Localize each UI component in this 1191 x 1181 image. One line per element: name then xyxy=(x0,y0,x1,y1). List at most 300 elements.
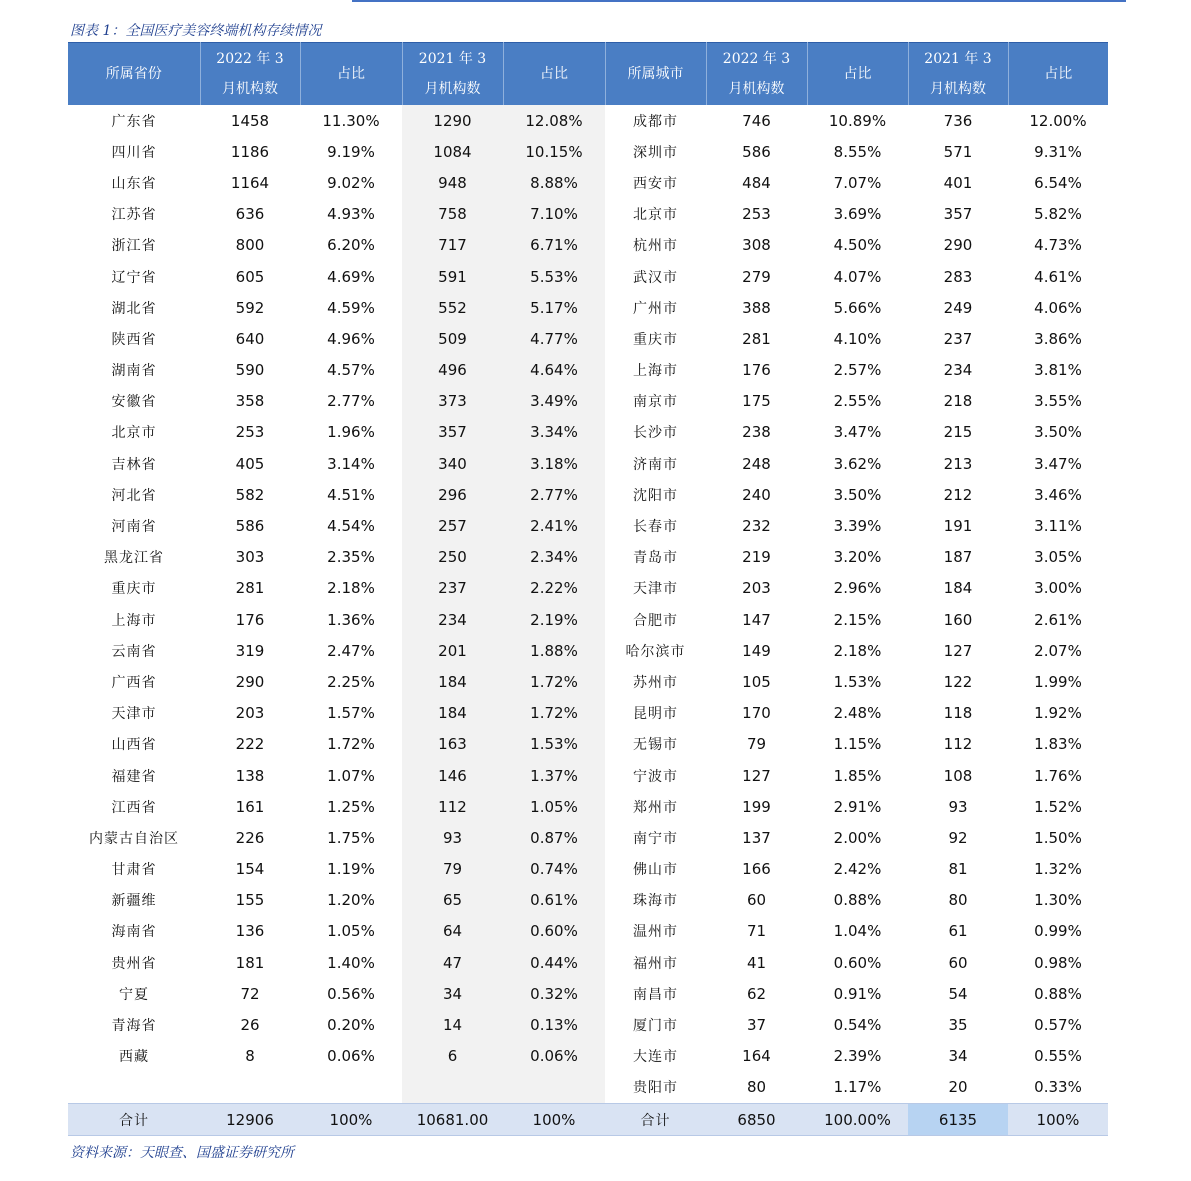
header-province-2022-share: 占比 xyxy=(300,43,402,106)
table-cell: 2.39% xyxy=(833,1047,882,1066)
table-row xyxy=(68,791,1108,822)
table-cell: 武汉市 xyxy=(633,269,678,286)
table-cell: 1.75% xyxy=(327,828,375,847)
table-cell: 1.04% xyxy=(833,922,882,941)
table-cell: 2.18% xyxy=(833,641,882,660)
table-cell: 340 xyxy=(402,448,503,479)
table-cell: 2.18% xyxy=(327,579,375,598)
table-cell: 0.20% xyxy=(327,1016,375,1035)
table-cell: 2.96% xyxy=(833,579,882,598)
table-cell: 1.37% xyxy=(503,760,605,791)
table-cell: 四川省 xyxy=(111,144,157,161)
table-cell: 0.33% xyxy=(1034,1078,1082,1097)
table-cell: 1.57% xyxy=(327,704,375,723)
table-cell: 1084 xyxy=(402,136,503,167)
table-cell: 176 xyxy=(235,610,265,629)
table-row xyxy=(68,760,1108,791)
table-cell: 1.05% xyxy=(327,922,375,941)
table-cell: 2.77% xyxy=(503,479,605,510)
table-cell: 948 xyxy=(402,167,503,198)
table-cell: 长沙市 xyxy=(633,425,678,442)
table-cell: 上海市 xyxy=(633,363,678,380)
table-row xyxy=(68,261,1108,292)
table-cell: 582 xyxy=(235,485,265,504)
table-cell: 176 xyxy=(742,361,771,380)
table-cell: 65 xyxy=(402,885,503,916)
table-cell: 184 xyxy=(402,698,503,729)
table-cell: 37 xyxy=(746,1016,767,1035)
table-row xyxy=(68,573,1108,604)
table-cell: 郑州市 xyxy=(633,799,678,816)
table-cell: 605 xyxy=(235,267,265,286)
table-cell: 0.06% xyxy=(503,1041,605,1072)
table-cell: 3.20% xyxy=(833,548,882,567)
table-cell: 234 xyxy=(943,361,973,380)
table-cell: 226 xyxy=(235,828,265,847)
table-cell: 5.66% xyxy=(833,298,882,317)
table-cell: 2.19% xyxy=(503,604,605,635)
table-cell: 3.86% xyxy=(1034,329,1082,348)
table-cell: 1.72% xyxy=(503,666,605,697)
table-row xyxy=(68,729,1108,760)
table-cell: 215 xyxy=(943,423,973,442)
table-cell: 北京市 xyxy=(633,207,678,224)
table-cell: 江苏省 xyxy=(111,207,157,224)
table-cell: 成都市 xyxy=(633,113,678,130)
table-cell: 3.00% xyxy=(1034,579,1082,598)
table-cell: 250 xyxy=(402,542,503,573)
table-cell: 南宁市 xyxy=(633,830,678,847)
table-row xyxy=(68,698,1108,729)
table-cell: 8.55% xyxy=(833,142,882,161)
table-cell: 4.06% xyxy=(1034,298,1082,317)
table-cell: 3.55% xyxy=(1034,392,1082,411)
header-province-2021: 2021 年 3 月机构数 xyxy=(402,43,503,106)
table-cell: 安徽省 xyxy=(111,394,157,411)
table-cell: 1.53% xyxy=(833,672,882,691)
table-cell: 8.88% xyxy=(503,167,605,198)
table-cell: 222 xyxy=(235,735,265,754)
table-header xyxy=(68,43,1108,106)
table-cell: 0.88% xyxy=(1034,984,1082,1003)
table-cell: 0.98% xyxy=(1034,953,1082,972)
table-row xyxy=(68,448,1108,479)
table-cell: 福州市 xyxy=(633,955,678,972)
table-cell: 80 xyxy=(948,891,968,910)
table-row xyxy=(68,822,1108,853)
table-cell: 160 xyxy=(943,610,973,629)
table-cell: 283 xyxy=(943,267,973,286)
table-cell: 1.19% xyxy=(327,860,375,879)
table-row xyxy=(68,199,1108,230)
table-cell: 0.60% xyxy=(503,916,605,947)
table-cell: 广西省 xyxy=(111,674,157,691)
table-cell: 1.72% xyxy=(327,735,375,754)
table-cell: 93 xyxy=(948,797,968,816)
table-row xyxy=(68,885,1108,916)
table-body xyxy=(68,105,1108,1136)
table-cell: 61 xyxy=(948,922,968,941)
table-cell: 0.06% xyxy=(327,1047,375,1066)
header-province-2022: 2022 年 3 月机构数 xyxy=(200,43,300,106)
table-cell xyxy=(68,1072,200,1104)
table-cell: 112 xyxy=(943,735,973,754)
table-cell: 江西省 xyxy=(111,799,157,816)
table-cell: 253 xyxy=(235,423,265,442)
table-cell: 1186 xyxy=(230,142,270,161)
table-cell: 广州市 xyxy=(633,300,678,317)
table-cell: 浙江省 xyxy=(111,238,157,255)
table-cell: 4.64% xyxy=(503,355,605,386)
table-cell: 0.60% xyxy=(833,953,882,972)
table-cell: 60 xyxy=(948,953,968,972)
table-cell: 496 xyxy=(402,355,503,386)
total-cell: 100% xyxy=(503,1104,605,1136)
table-cell: 154 xyxy=(235,860,265,879)
table-cell: 2.77% xyxy=(327,392,375,411)
table-cell: 4.77% xyxy=(503,323,605,354)
table-cell: 河北省 xyxy=(111,487,157,504)
table-cell: 571 xyxy=(943,142,973,161)
table-cell: 2.07% xyxy=(1034,641,1082,660)
table-cell: 0.32% xyxy=(503,978,605,1009)
table-cell: 湖北省 xyxy=(111,300,157,317)
table-cell: 0.91% xyxy=(833,984,882,1003)
table-cell: 191 xyxy=(943,517,973,536)
table-cell: 3.47% xyxy=(833,423,882,442)
table-cell: 深圳市 xyxy=(633,144,678,161)
table-cell: 35 xyxy=(948,1016,968,1035)
table-cell: 308 xyxy=(742,236,771,255)
table-cell: 0.57% xyxy=(1034,1016,1082,1035)
table-cell: 34 xyxy=(402,978,503,1009)
table-cell: 吉林省 xyxy=(111,456,157,473)
header-city-2022: 2022 年 3 月机构数 xyxy=(706,43,807,106)
table-cell: 303 xyxy=(235,548,265,567)
table-cell: 南昌市 xyxy=(633,986,678,1003)
table-cell: 7.07% xyxy=(833,173,882,192)
table-cell: 248 xyxy=(742,454,771,473)
table-cell: 西安市 xyxy=(633,175,678,192)
table-cell: 12.08% xyxy=(503,105,605,136)
table-cell: 357 xyxy=(402,417,503,448)
table-cell: 34 xyxy=(948,1047,968,1066)
table-cell: 213 xyxy=(943,454,973,473)
table-cell: 3.49% xyxy=(503,386,605,417)
table-cell: 1164 xyxy=(230,173,270,192)
table-cell: 2.41% xyxy=(503,510,605,541)
table-cell: 79 xyxy=(746,735,767,754)
table-cell: 2.55% xyxy=(833,392,882,411)
table-cell: 509 xyxy=(402,323,503,354)
table-cell: 重庆市 xyxy=(633,331,678,348)
table-cell: 1.15% xyxy=(833,735,882,754)
table-cell: 3.46% xyxy=(1034,485,1082,504)
table-cell: 3.50% xyxy=(833,485,882,504)
table-cell: 1.96% xyxy=(327,423,375,442)
table-row xyxy=(68,854,1108,885)
table-cell: 401 xyxy=(943,173,973,192)
table-cell: 4.54% xyxy=(327,517,375,536)
table-cell: 591 xyxy=(402,261,503,292)
table-row xyxy=(68,604,1108,635)
table-cell: 哈尔滨市 xyxy=(625,643,686,660)
table-cell: 7.10% xyxy=(503,199,605,230)
table-cell: 0.13% xyxy=(503,1009,605,1040)
table-cell: 1.40% xyxy=(327,953,375,972)
total-cell: 12906 xyxy=(200,1104,300,1136)
table-cell: 1.32% xyxy=(1034,860,1082,879)
table-cell: 3.62% xyxy=(833,454,882,473)
table-cell: 3.69% xyxy=(833,205,882,224)
table-cell: 0.56% xyxy=(327,984,375,1003)
table-cell: 3.39% xyxy=(833,517,882,536)
table-cell: 640 xyxy=(235,329,265,348)
table-row xyxy=(68,947,1108,978)
total-cell: 6850 xyxy=(706,1104,807,1136)
table-cell: 0.61% xyxy=(503,885,605,916)
table-cell: 5.82% xyxy=(1034,205,1082,224)
header-province: 所属省份 xyxy=(68,43,200,106)
table-cell: 373 xyxy=(402,386,503,417)
table-cell: 1.30% xyxy=(1034,891,1082,910)
table-cell: 2.57% xyxy=(833,361,882,380)
table-cell: 136 xyxy=(235,922,265,941)
table-cell: 1.53% xyxy=(503,729,605,760)
table-cell: 1.20% xyxy=(327,891,375,910)
table-cell: 1290 xyxy=(402,105,503,136)
table-cell: 1.17% xyxy=(833,1078,882,1097)
table-cell: 无锡市 xyxy=(633,737,678,754)
table-cell: 14 xyxy=(402,1009,503,1040)
total-cell: 合计 xyxy=(68,1104,200,1136)
table-cell: 1.25% xyxy=(327,797,375,816)
table-cell: 149 xyxy=(742,641,771,660)
table-cell: 281 xyxy=(235,579,265,598)
table-cell: 201 xyxy=(402,635,503,666)
table-row xyxy=(68,542,1108,573)
total-cell: 100% xyxy=(300,1104,402,1136)
table-cell: 122 xyxy=(943,672,973,691)
table-cell: 2.15% xyxy=(833,610,882,629)
table-cell: 昆明市 xyxy=(633,706,678,723)
table-cell: 3.05% xyxy=(1034,548,1082,567)
table-cell: 20 xyxy=(948,1078,968,1097)
table-cell: 62 xyxy=(746,984,767,1003)
table-cell: 天津市 xyxy=(111,706,157,723)
table-cell: 3.34% xyxy=(503,417,605,448)
table-cell: 海南省 xyxy=(111,924,157,941)
table-cell: 746 xyxy=(742,111,771,130)
table-cell: 237 xyxy=(943,329,973,348)
table-cell: 137 xyxy=(742,828,771,847)
table-cell: 5.53% xyxy=(503,261,605,292)
table-cell: 146 xyxy=(402,760,503,791)
table-cell: 2.22% xyxy=(503,573,605,604)
table-cell: 2.35% xyxy=(327,548,375,567)
table-cell: 贵阳市 xyxy=(633,1080,678,1097)
table-cell: 2.25% xyxy=(327,672,375,691)
table-cell: 南京市 xyxy=(633,394,678,411)
table-cell: 4.96% xyxy=(327,329,375,348)
institution-table xyxy=(68,42,1108,1136)
table-cell: 西藏 xyxy=(119,1049,149,1066)
table-cell: 青岛市 xyxy=(633,550,678,567)
table-cell: 257 xyxy=(402,510,503,541)
table-cell: 广东省 xyxy=(111,113,157,130)
table-row xyxy=(68,136,1108,167)
table-row xyxy=(68,1041,1108,1072)
table-cell: 127 xyxy=(943,641,973,660)
table-cell: 4.59% xyxy=(327,298,375,317)
table-cell xyxy=(402,1072,503,1104)
table-cell: 184 xyxy=(943,579,973,598)
table-cell: 9.31% xyxy=(1034,142,1082,161)
table-cell: 北京市 xyxy=(111,425,157,442)
table-cell: 41 xyxy=(746,953,767,972)
table-row xyxy=(68,105,1108,136)
table-cell: 8 xyxy=(245,1047,255,1066)
table-cell: 388 xyxy=(742,298,771,317)
table-cell: 0.87% xyxy=(503,822,605,853)
table-cell: 2.48% xyxy=(833,704,882,723)
table-cell: 800 xyxy=(235,236,265,255)
table-cell: 9.02% xyxy=(327,173,375,192)
table-cell: 281 xyxy=(742,329,771,348)
table-cell: 温州市 xyxy=(633,924,678,941)
table-cell: 592 xyxy=(235,298,265,317)
table-cell: 山东省 xyxy=(111,175,157,192)
table-cell: 6 xyxy=(402,1041,503,1072)
table-cell: 253 xyxy=(742,205,771,224)
table-cell: 147 xyxy=(742,610,771,629)
table-cell: 4.51% xyxy=(327,485,375,504)
table-row xyxy=(68,666,1108,697)
table-cell: 232 xyxy=(742,517,771,536)
table-cell: 4.50% xyxy=(833,236,882,255)
table-cell: 240 xyxy=(742,485,771,504)
table-row xyxy=(68,230,1108,261)
table-cell: 陕西省 xyxy=(111,331,157,348)
table-cell: 珠海市 xyxy=(633,893,678,910)
table-cell xyxy=(503,1072,605,1104)
table-row xyxy=(68,292,1108,323)
table-cell: 175 xyxy=(742,392,771,411)
table-cell: 沈阳市 xyxy=(633,487,678,504)
table-cell: 112 xyxy=(402,791,503,822)
table-cell: 12.00% xyxy=(1029,111,1087,130)
total-cell: 6135 xyxy=(908,1104,1008,1136)
table-cell: 5.17% xyxy=(503,292,605,323)
table-cell: 大连市 xyxy=(633,1049,678,1066)
table-cell: 1.88% xyxy=(503,635,605,666)
table-cell: 1.50% xyxy=(1034,828,1082,847)
table-cell: 71 xyxy=(746,922,767,941)
table-cell: 64 xyxy=(402,916,503,947)
table-cell: 203 xyxy=(235,704,265,723)
table-cell: 2.42% xyxy=(833,860,882,879)
table-cell: 3.81% xyxy=(1034,361,1082,380)
table-cell: 苏州市 xyxy=(633,674,678,691)
table-cell: 79 xyxy=(402,854,503,885)
table-cell: 杭州市 xyxy=(633,238,678,255)
header-province-2021-share: 占比 xyxy=(503,43,605,106)
table-row xyxy=(68,510,1108,541)
table-cell: 118 xyxy=(943,704,973,723)
table-cell: 279 xyxy=(742,267,771,286)
table-cell: 54 xyxy=(948,984,968,1003)
table-cell: 1458 xyxy=(230,111,270,130)
table-cell: 青海省 xyxy=(111,1018,157,1035)
table-cell: 河南省 xyxy=(111,519,157,536)
top-rule xyxy=(352,0,1126,2)
table-cell: 108 xyxy=(943,766,973,785)
table-cell: 2.47% xyxy=(327,641,375,660)
table-cell: 6.71% xyxy=(503,230,605,261)
table-cell: 甘肃省 xyxy=(111,862,157,879)
table-cell: 405 xyxy=(235,454,265,473)
total-cell: 100% xyxy=(1008,1104,1108,1136)
source-note: 资料来源：天眼查、国盛证券研究所 xyxy=(70,1145,294,1161)
table-cell: 212 xyxy=(943,485,973,504)
table-row xyxy=(68,1072,1108,1104)
table-cell: 0.44% xyxy=(503,947,605,978)
table-cell: 4.73% xyxy=(1034,236,1082,255)
table-cell: 81 xyxy=(948,860,968,879)
table-cell: 4.57% xyxy=(327,361,375,380)
table-cell: 4.61% xyxy=(1034,267,1082,286)
header-city: 所属城市 xyxy=(605,43,706,106)
table-cell: 0.55% xyxy=(1034,1047,1082,1066)
table-cell: 636 xyxy=(235,205,265,224)
table-cell xyxy=(300,1072,402,1104)
table-cell: 736 xyxy=(943,111,973,130)
table-cell: 105 xyxy=(742,672,771,691)
table-cell: 203 xyxy=(742,579,771,598)
table-row xyxy=(68,479,1108,510)
table-row xyxy=(68,323,1108,354)
table-cell: 484 xyxy=(742,173,771,192)
table-row xyxy=(68,978,1108,1009)
table-cell: 6.20% xyxy=(327,236,375,255)
table-cell: 贵州省 xyxy=(111,955,157,972)
table-cell: 1.72% xyxy=(503,698,605,729)
figure-caption: 图表 1：全国医疗美容终端机构存续情况 xyxy=(70,23,322,39)
table-cell: 92 xyxy=(948,828,968,847)
total-cell: 合计 xyxy=(605,1104,706,1136)
table-cell: 590 xyxy=(235,361,265,380)
header-city-2021: 2021 年 3 月机构数 xyxy=(908,43,1008,106)
table-cell: 1.52% xyxy=(1034,797,1082,816)
table-cell: 3.50% xyxy=(1034,423,1082,442)
table-cell: 4.10% xyxy=(833,329,882,348)
table-cell: 26 xyxy=(240,1016,260,1035)
table-cell: 宁夏 xyxy=(119,986,149,1003)
table-cell: 218 xyxy=(943,392,973,411)
table-cell: 0.88% xyxy=(833,891,882,910)
table-cell: 6.54% xyxy=(1034,173,1082,192)
table-cell: 290 xyxy=(235,672,265,691)
table-cell: 2.34% xyxy=(503,542,605,573)
table-cell: 4.07% xyxy=(833,267,882,286)
table-row xyxy=(68,355,1108,386)
table-row xyxy=(68,916,1108,947)
table-cell: 586 xyxy=(235,517,265,536)
table-cell: 湖南省 xyxy=(111,363,157,380)
table-cell: 厦门市 xyxy=(633,1018,678,1035)
table-cell: 10.89% xyxy=(828,111,887,130)
table-cell: 93 xyxy=(402,822,503,853)
